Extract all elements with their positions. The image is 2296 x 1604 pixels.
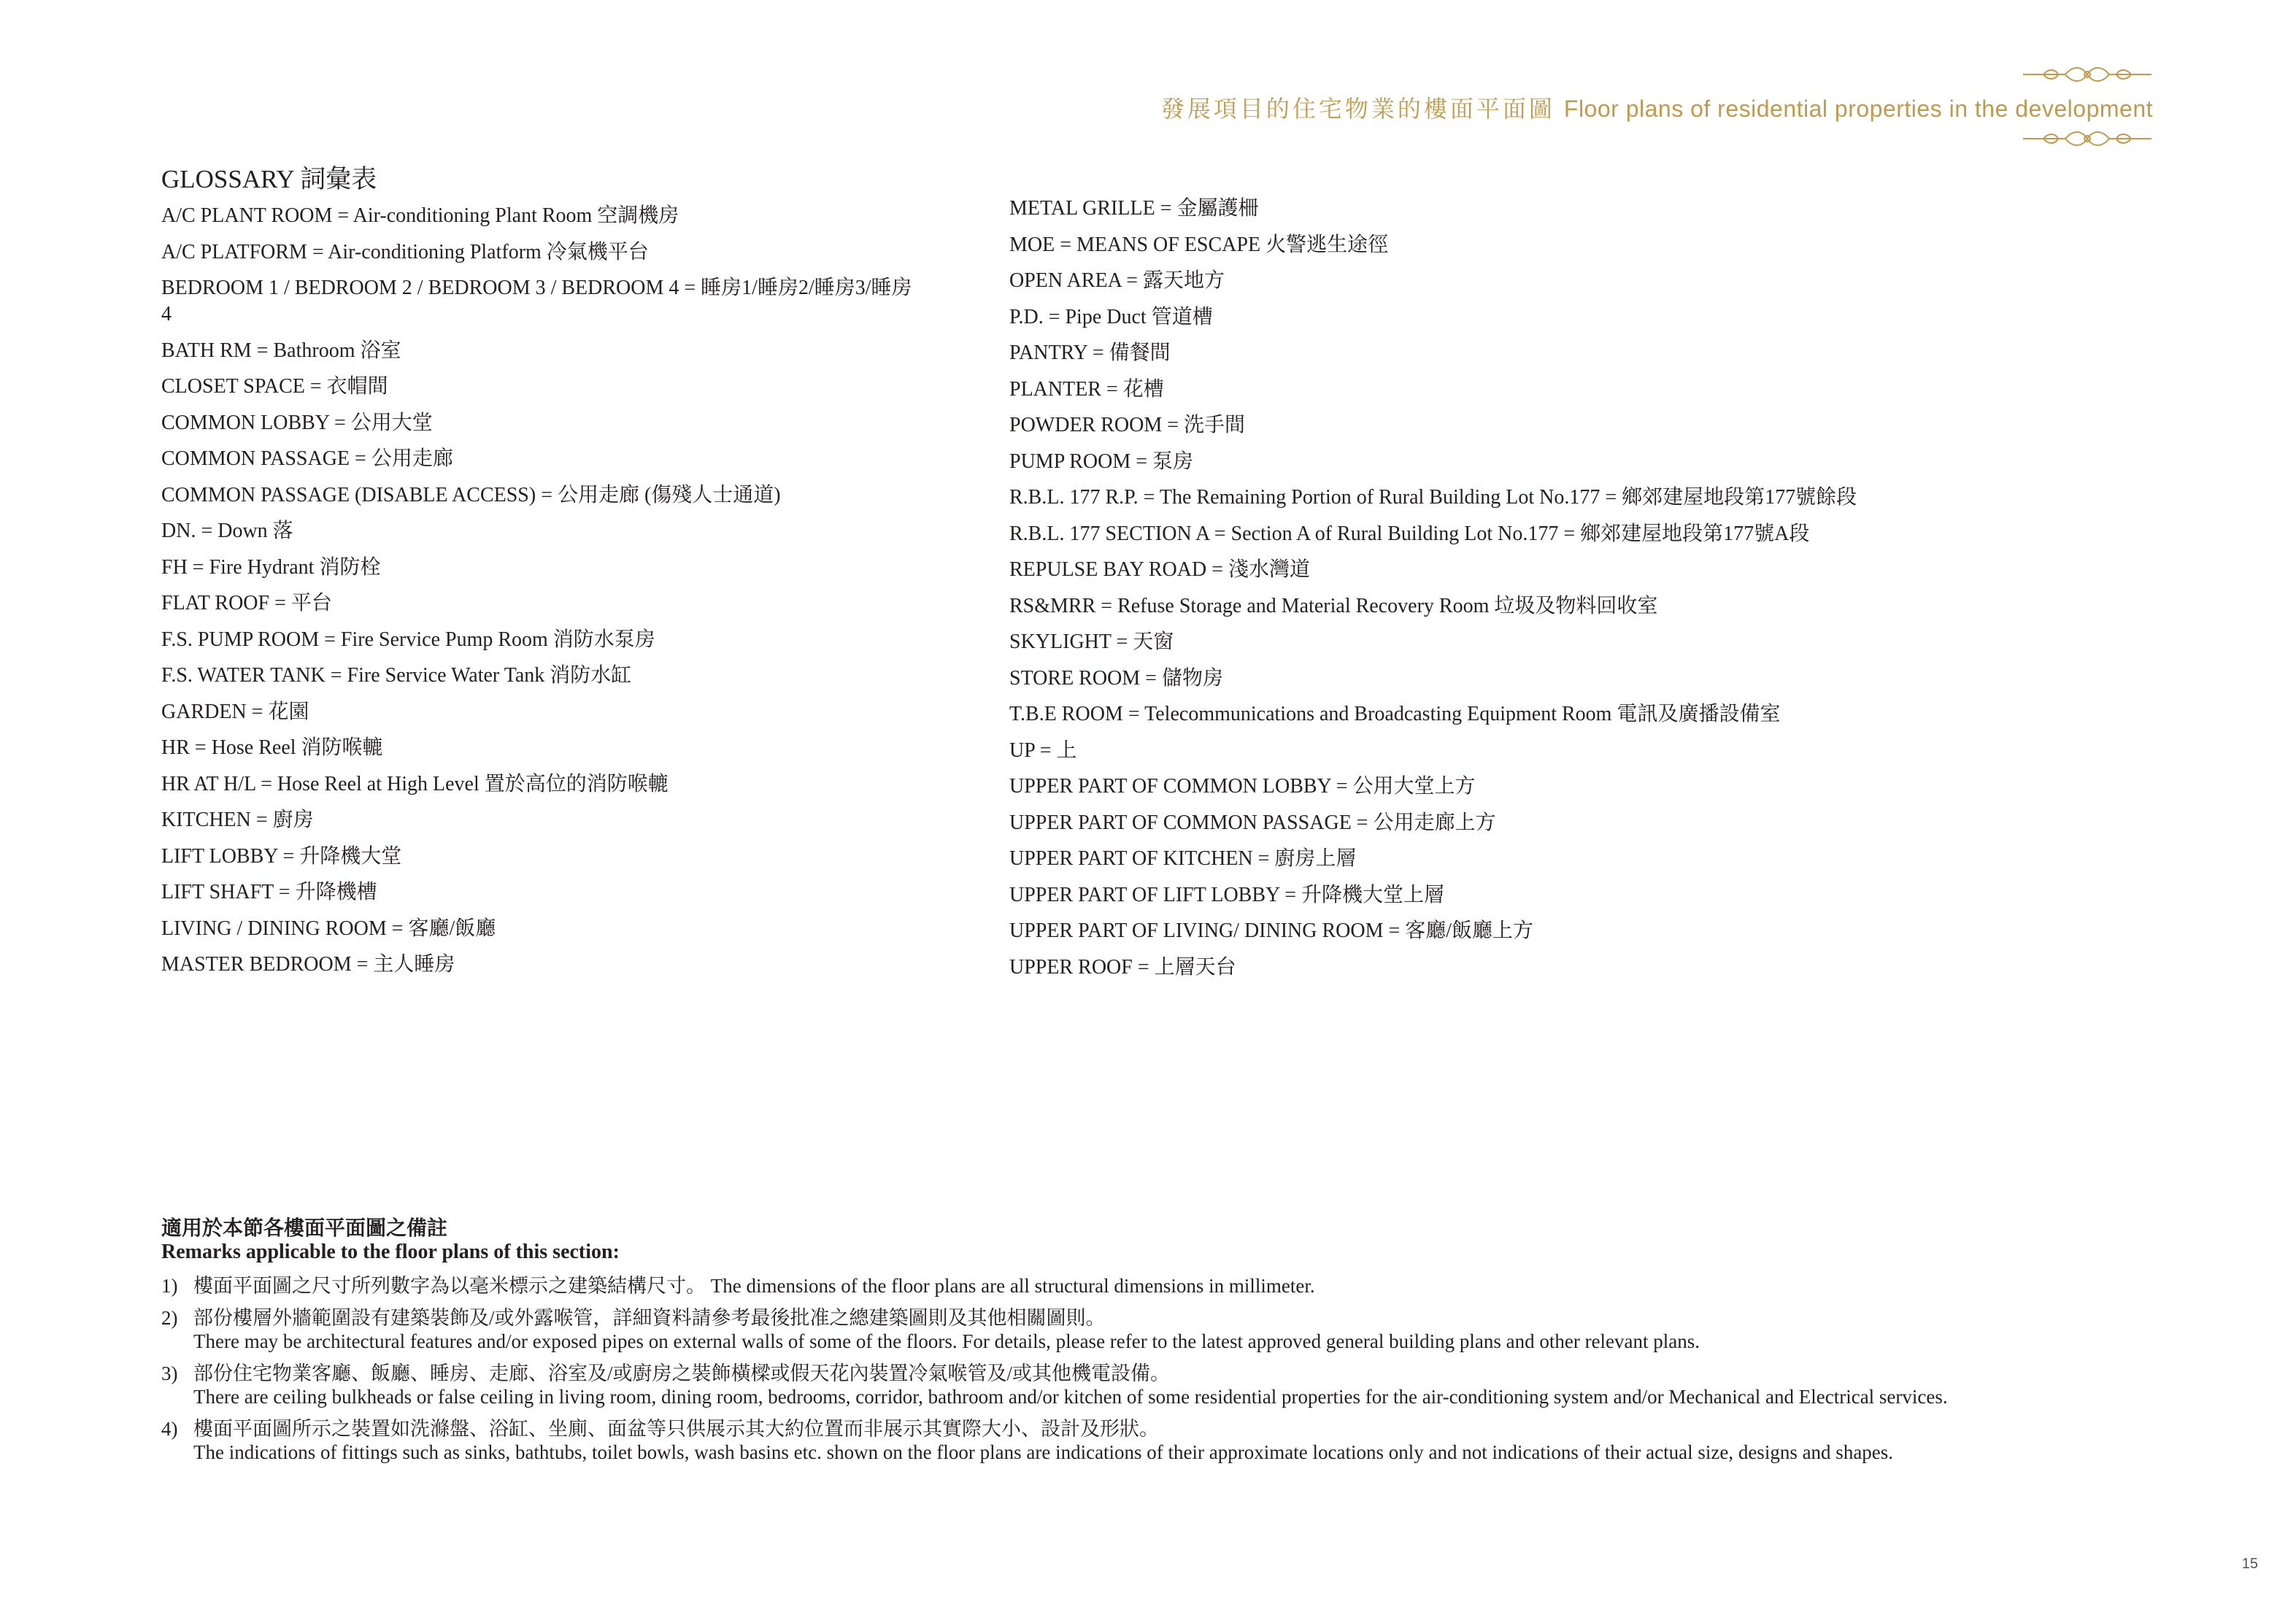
remark-number: 1) <box>161 1275 178 1297</box>
glossary-entry: GARDEN = 花園 <box>161 700 309 723</box>
glossary-entry: STORE ROOM = 儲物房 <box>1009 666 1223 690</box>
glossary-entry: KITCHEN = 廚房 <box>161 809 314 831</box>
glossary-entry: UPPER ROOF = 上層天台 <box>1009 955 1236 979</box>
glossary-entry: UPPER PART OF COMMON PASSAGE = 公用走廊上方 <box>1009 811 1496 834</box>
glossary-entry: BEDROOM 1 / BEDROOM 2 / BEDROOM 3 / BEDROOM 4 = 睡房1/睡房2/睡房3/睡房4 <box>161 277 912 325</box>
glossary-entry: BATH RM = Bathroom 浴室 <box>161 339 401 362</box>
glossary-entry: A/C PLANT ROOM = Air-conditioning Plant Room 空調機房 <box>161 204 679 227</box>
glossary-entry: UPPER PART OF COMMON LOBBY = 公用大堂上方 <box>1009 775 1476 798</box>
glossary-entry: F.S. WATER TANK = Fire Service Water Tank 消防水缸 <box>161 664 632 687</box>
remark-number: 4) <box>161 1418 178 1440</box>
filigree-ornament-icon <box>2022 64 2153 85</box>
glossary-entry: PANTRY = 備餐間 <box>1009 342 1171 364</box>
glossary-entry: R.B.L. 177 R.P. = The Remaining Portion of Rural Building Lot No.177 = 鄉郊建屋地段第177號餘段 <box>1009 486 1857 509</box>
glossary-entry: LIFT SHAFT = 升降機槽 <box>161 881 377 903</box>
remark-text-zh: 部份樓層外牆範圍設有建築裝飾及/或外露喉管，詳細資料請參考最後批准之總建築圖則及其他相關圖則。 <box>193 1307 1106 1329</box>
remark-item <box>161 1362 2146 1408</box>
glossary-entry: LIFT LOBBY = 升降機大堂 <box>161 844 402 868</box>
glossary-entry: CLOSET SPACE = 衣帽間 <box>161 375 388 398</box>
page-title-zh: 發展項目的住宅物業的樓面平面圖 <box>1160 95 1555 123</box>
remark-item <box>161 1274 2146 1298</box>
glossary-entry: RS&MRR = Refuse Storage and Material Recovery Room 垃圾及物料回收室 <box>1009 594 1658 617</box>
remark-text-en: The indications of fittings such as sinks, bathtubs, toilet bowls, wash basins etc. shown on the floor plans are indications of their approximate locations only and not indications of their actual size, designs and shapes. <box>193 1441 1894 1463</box>
glossary-entry: COMMON PASSAGE = 公用走廊 <box>161 447 453 470</box>
remark-body <box>193 1417 2146 1464</box>
remark-text-zh: 樓面平面圖之尺寸所列數字為以毫米標示之建築結構尺寸。 <box>193 1275 706 1297</box>
page-header <box>912 58 2153 153</box>
glossary-entry: OPEN AREA = 露天地方 <box>1009 269 1225 292</box>
glossary-entry: F.S. PUMP ROOM = Fire Service Pump Room 消防水泵房 <box>161 628 655 651</box>
glossary-entry: FH = Fire Hydrant 消防栓 <box>161 555 381 579</box>
remarks-title-zh: 適用於本節各樓面平面圖之備註 <box>161 1217 448 1240</box>
glossary-entry: REPULSE BAY ROAD = 淺水灣道 <box>1009 558 1310 581</box>
glossary-entry: T.B.E ROOM = Telecommunications and Broadcasting Equipment Room 電訊及廣播設備室 <box>1009 703 1781 725</box>
glossary-entry: UP = 上 <box>1009 739 1077 762</box>
glossary-entry: POWDER ROOM = 洗手間 <box>1009 414 1246 436</box>
remark-body <box>193 1274 2146 1298</box>
glossary-entry: COMMON PASSAGE (DISABLE ACCESS) = 公用走廊 (傷殘人士通道) <box>161 483 781 506</box>
remark-text-en: There may be architectural features and/or exposed pipes on external walls of some of the floors. For details, please refer to the latest approved general building plans and other relevant plans. <box>193 1330 1700 1352</box>
glossary-entry: LIVING / DINING ROOM = 客廳/飯廳 <box>161 917 496 940</box>
glossary-entry: MOE = MEANS OF ESCAPE 火警逃生途徑 <box>1009 233 1389 256</box>
filigree-ornament-icon <box>2022 128 2153 149</box>
glossary-entry: A/C PLATFORM = Air-conditioning Platform 冷氣機平台 <box>161 240 649 263</box>
remarks-list <box>161 1274 2146 1464</box>
glossary-entry: HR = Hose Reel 消防喉轆 <box>161 736 383 759</box>
remark-body <box>193 1306 2146 1353</box>
glossary-entry: UPPER PART OF KITCHEN = 廚房上層 <box>1009 847 1357 870</box>
remark-item <box>161 1417 2146 1464</box>
remarks-title-en: Remarks applicable to the floor plans of this section: <box>161 1241 620 1263</box>
remark-text-en: The dimensions of the floor plans are all structural dimensions in millimeter. <box>710 1275 1315 1297</box>
remark-text-en: There are ceiling bulkheads or false ceiling in living room, dining room, bedrooms, corridor, bathroom and/or kitchen of some residential properties for the air-conditioning system and/or Mechanical and Electrical services. <box>193 1386 1948 1408</box>
glossary-entry: METAL GRILLE = 金屬護柵 <box>1009 197 1259 220</box>
page-title <box>1161 90 2153 124</box>
glossary-entry: P.D. = Pipe Duct 管道槽 <box>1009 305 1213 328</box>
glossary-entry: DN. = Down 落 <box>161 520 293 542</box>
remark-text-zh: 部份住宅物業客廳、飯廳、睡房、走廊、浴室及/或廚房之裝飾橫樑或假天花內裝置冷氣喉管及/或其他機電設備。 <box>193 1362 1171 1384</box>
glossary-left-column <box>161 203 920 988</box>
glossary-entry: SKYLIGHT = 天窗 <box>1009 631 1174 653</box>
glossary-entry: MASTER BEDROOM = 主人睡房 <box>161 953 455 976</box>
remark-number: 3) <box>161 1362 178 1384</box>
glossary-entry: UPPER PART OF LIVING/ DINING ROOM = 客廳/飯廳上方 <box>1009 919 1534 942</box>
remark-body <box>193 1362 2146 1408</box>
remark-number: 2) <box>161 1307 178 1329</box>
glossary-entry: UPPER PART OF LIFT LOBBY = 升降機大堂上層 <box>1009 883 1444 906</box>
remark-text-zh: 樓面平面圖所示之裝置如洗滌盤、浴缸、坐廁、面盆等只供展示其大約位置而非展示其實際大小、設計及形狀。 <box>193 1418 1159 1440</box>
page-number: 15 <box>2241 1556 2258 1572</box>
glossary-entry: COMMON LOBBY = 公用大堂 <box>161 411 433 434</box>
glossary-entry: PUMP ROOM = 泵房 <box>1009 450 1194 473</box>
glossary-heading: GLOSSARY 詞彙表 <box>161 165 377 193</box>
glossary-entry: FLAT ROOF = 平台 <box>161 592 332 614</box>
glossary-entry: HR AT H/L = Hose Reel at High Level 置於高位的消防喉轆 <box>161 772 669 795</box>
remarks-section <box>161 1217 2146 1473</box>
glossary-entry: R.B.L. 177 SECTION A = Section A of Rural Building Lot No.177 = 鄉郊建屋地段第177號A段 <box>1009 522 1810 545</box>
remark-item <box>161 1306 2146 1353</box>
glossary-right-column <box>1009 196 2177 990</box>
page-title-en: Floor plans of residential properties in the development <box>1563 96 2153 122</box>
glossary-entry: PLANTER = 花槽 <box>1009 377 1164 401</box>
